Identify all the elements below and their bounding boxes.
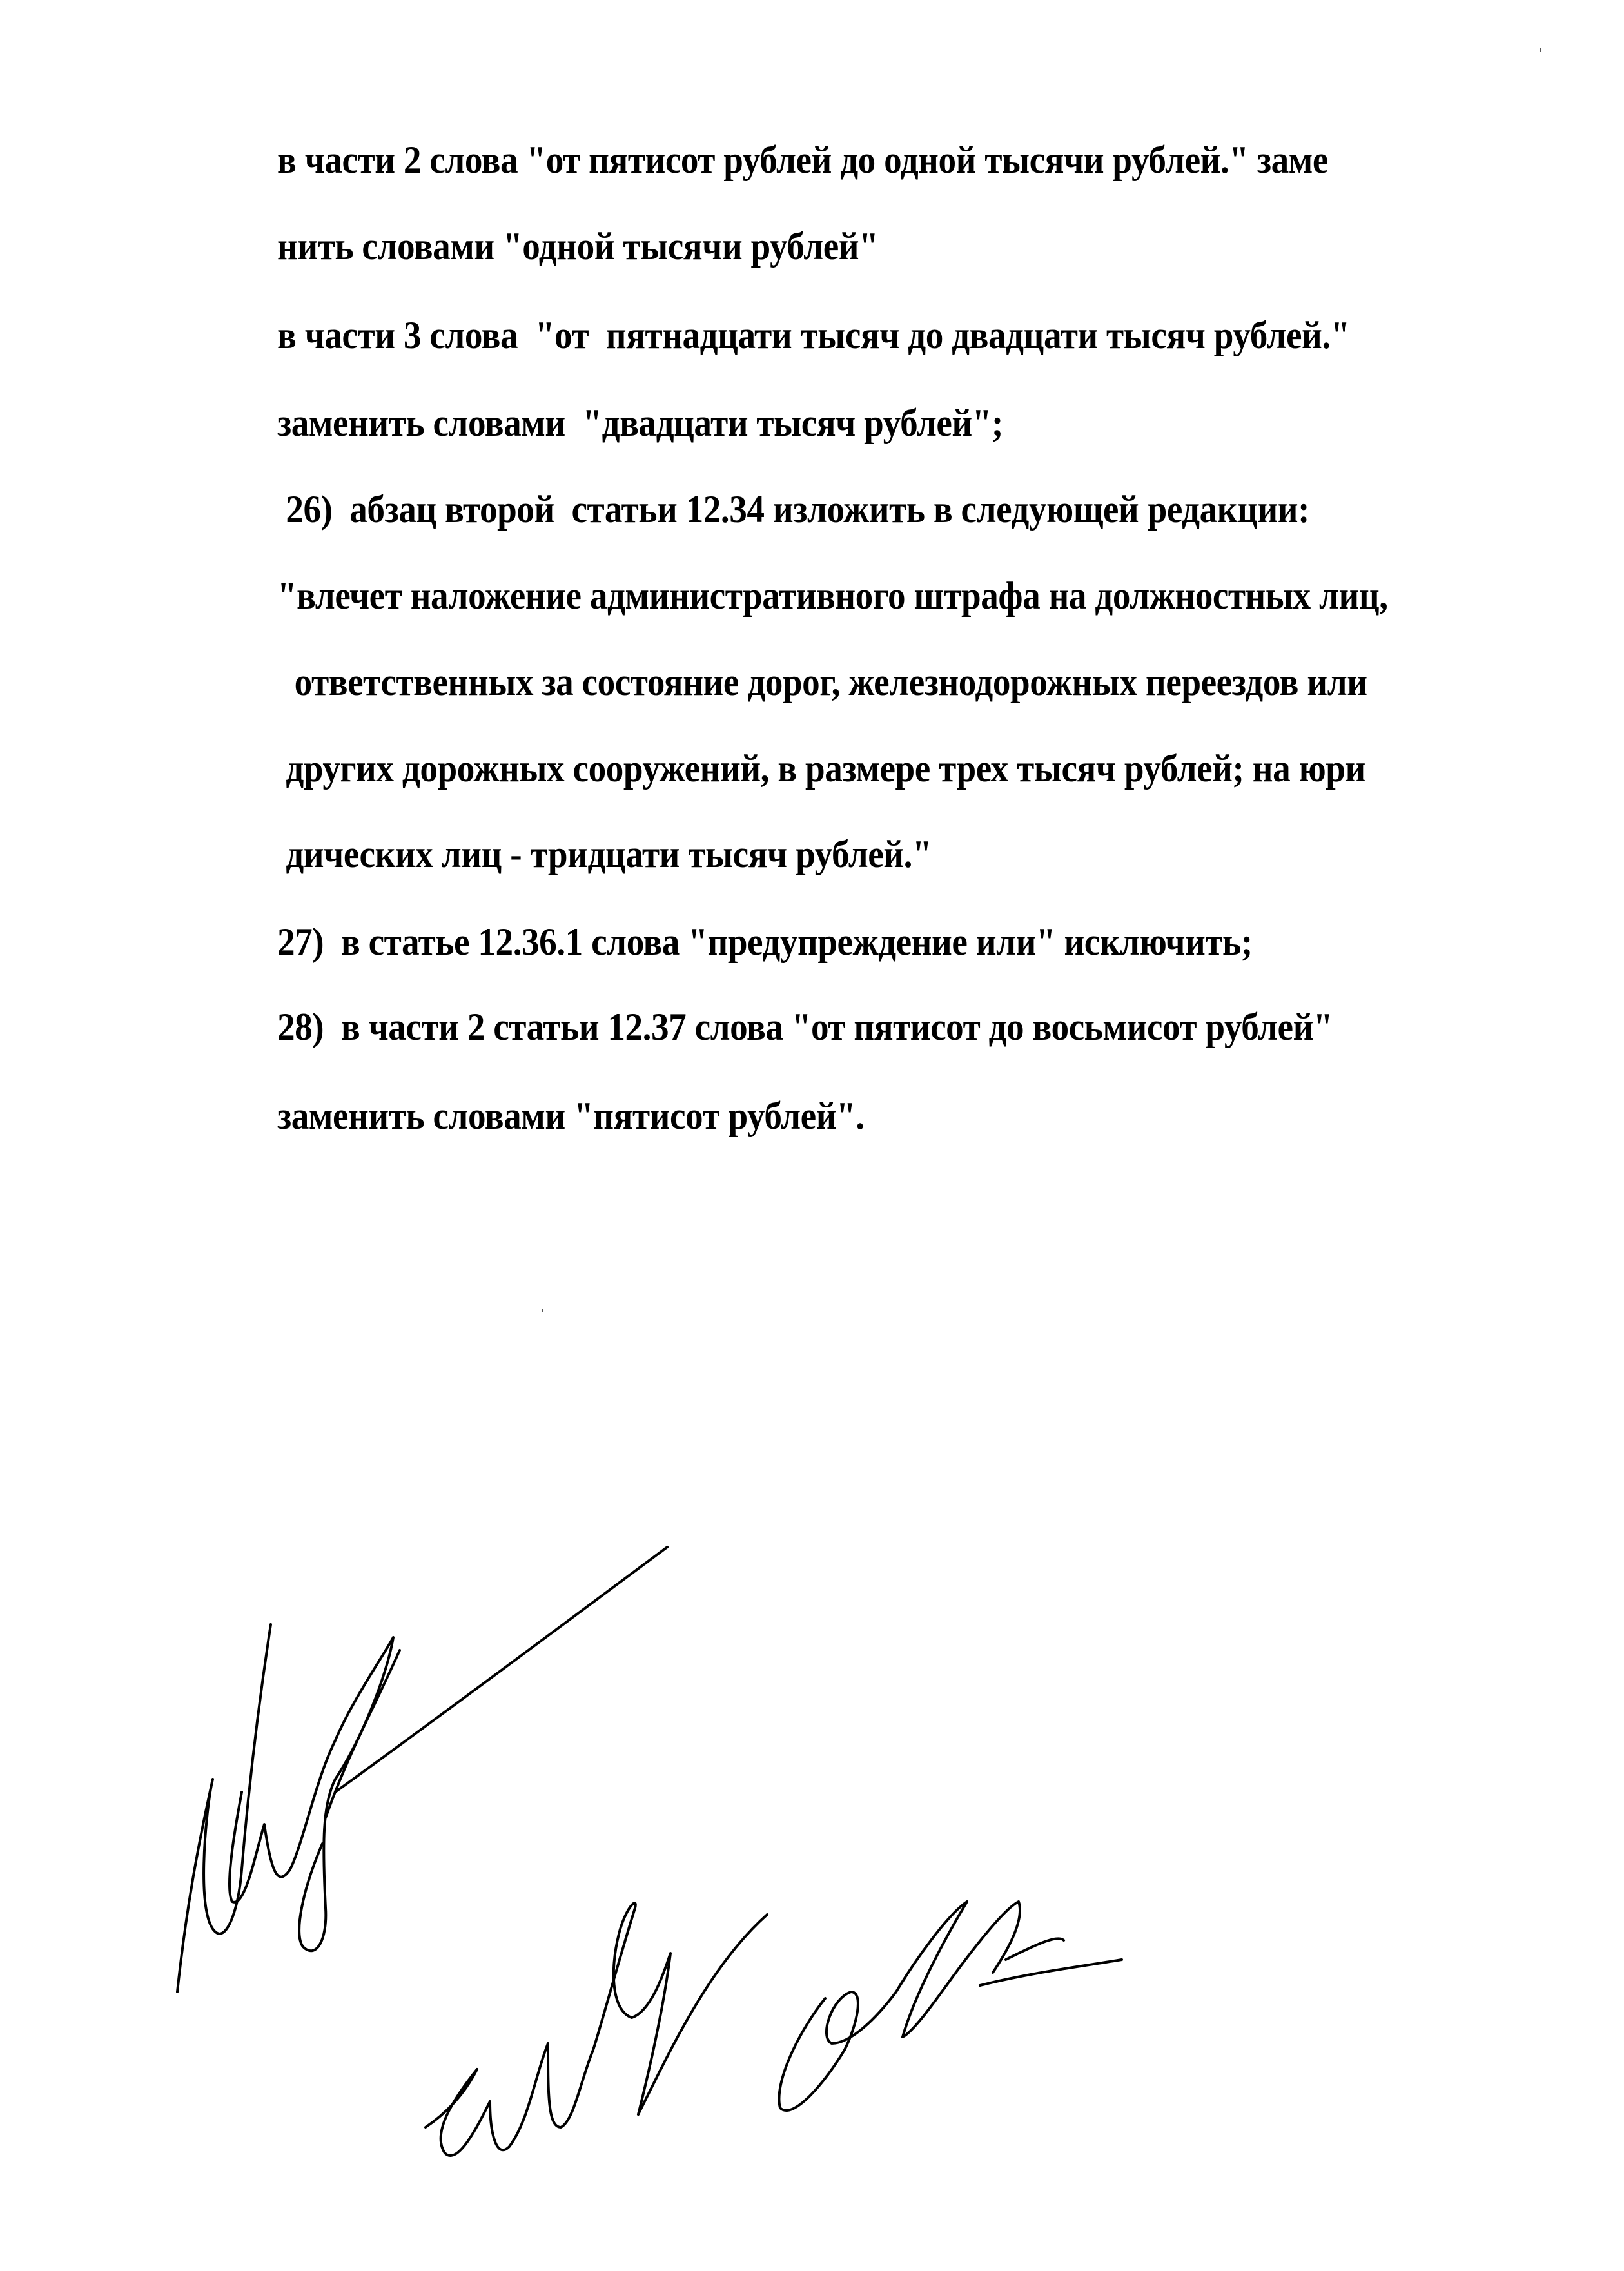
text-line: заменить словами "двадцати тысяч рублей";: [277, 402, 1003, 444]
text-line: "влечет наложение административного штрафа на должностных лиц,: [277, 574, 1388, 617]
text-line: других дорожных сооружений, в размере трех тысяч рублей; на юри: [277, 747, 1365, 790]
text-line: 26) абзац второй статьи 12.34 изложить в следующей редакции:: [277, 488, 1310, 531]
text-line: дических лиц - тридцати тысяч рублей.": [277, 833, 932, 875]
signature-1: [177, 1547, 667, 1992]
text-line: заменить словами "пятисот рублей".: [277, 1095, 865, 1137]
text-line: в части 2 слова "от пятисот рублей до одной тысячи рублей." заме: [277, 139, 1328, 181]
text-line: 28) в части 2 статьи 12.37 слова "от пятисот до восьмисот рублей": [277, 1006, 1333, 1048]
text-line: 27) в статье 12.36.1 слова "предупреждение или" исключить;: [277, 921, 1253, 963]
text-line: в части 3 слова "от пятнадцати тысяч до двадцати тысяч рублей.": [277, 314, 1350, 356]
signature-3: [779, 1902, 1122, 2110]
text-line: ответственных за состояние дорог, железнодорожных переездов или: [277, 661, 1367, 703]
signature-2: [426, 1903, 767, 2156]
text-line: нить словами "одной тысячи рублей": [277, 225, 879, 268]
